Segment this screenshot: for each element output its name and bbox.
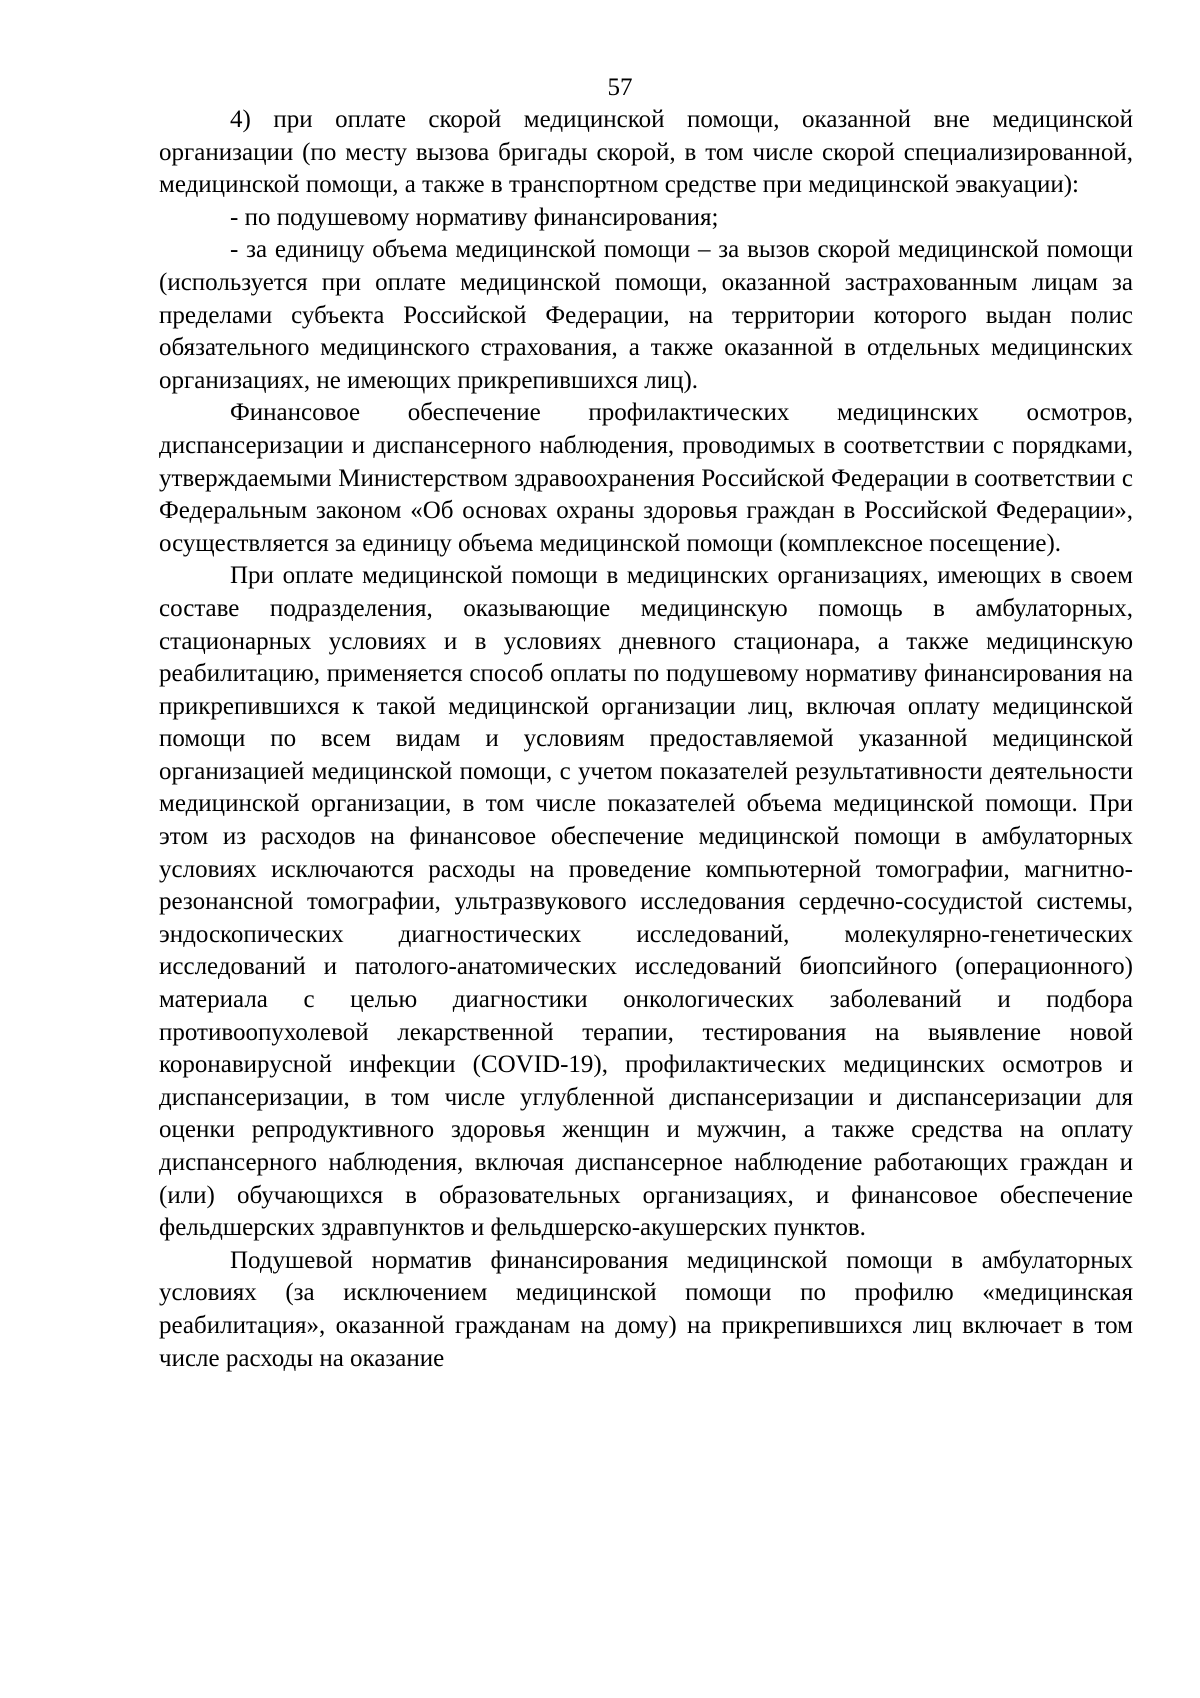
paragraph-per-capita-payment-method: При оплате медицинской помощи в медицинских организациях, имеющих в своем составе подразделения, оказывающие медицинскую помощь в амбулаторных, стационарных условиях и в условиях дневного стационара, а также медицинскую реабилитацию, применяется способ оплаты по подушевому нормативу финансирования на прикрепившихся к такой медицинской организации лиц, включая оплату медицинской помощи по всем видам и условиям предоставляемой указанной медицинской организацией медицинской помощи, с учетом показателей результативности деятельности медицинской организации, в том числе показателей объема медицинской помощи. При этом из расходов на финансовое обеспечение медицинской помощи в амбулаторных условиях исключаются расходы на проведение компьютерной томографии, магнитно-резонансной томографии, ультразвукового исследования сердечно-сосудистой системы, эндоскопических диагностических исследований, молекулярно-генетических исследований и патолого-анатомических исследований биопсийного (операционного) материала с целью диагностики онкологических заболеваний и подбора противоопухолевой лекарственной терапии, тестирования на выявление новой коронавирусной инфекции (COVID-19), профилактических медицинских осмотров и диспансеризации, в том числе углубленной диспансеризации и диспансеризации для оценки репродуктивного здоровья женщин и мужчин, а также средства на оплату диспансерного наблюдения, включая диспансерное наблюдение работающих граждан и (или) обучающихся в образовательных организациях, и финансовое обеспечение фельдшерских здравпунктов и фельдшерско-акушерских пунктов.: [159, 562, 1133, 1242]
paragraph-payment-emergency-care: 4) при оплате скорой медицинской помощи, оказанной вне медицинской организации (по месту вызова бригады скорой, в том числе скорой специализированной, медицинской помощи, а также в транспортном средстве при медицинской эвакуации):: [159, 106, 1133, 199]
paragraph-preventive-exams-funding: Финансовое обеспечение профилактических медицинских осмотров, диспансеризации и диспансерного наблюдения, проводимых в соответствии с порядками, утверждаемыми Министерством здравоохранения Российской Федерации в соответствии с Федеральным законом «Об основах охраны здоровья граждан в Российской Федерации», осуществляется за единицу объема медицинской помощи (комплексное посещение).: [159, 399, 1133, 557]
list-item-per-unit-volume: - за единицу объема медицинской помощи – за вызов скорой медицинской помощи (используется при оплате медицинской помощи, оказанной застрахованным лицам за пределами субъекта Российской Федерации, на территории которого выдан полис обязательного медицинского страхования, а также оказанной в отдельных медицинских организациях, не имеющих прикрепившихся лиц).: [159, 236, 1133, 394]
page-number: 57: [607, 74, 633, 101]
paragraph-per-capita-standard-outpatient: Подушевой норматив финансирования медицинской помощи в амбулаторных условиях (за исключением медицинской помощи по профилю «медицинская реабилитация», оказанной гражданам на дому) на прикрепившихся лиц включает в том числе расходы на оказание: [159, 1246, 1133, 1372]
list-item-per-capita-standard: - по подушевому нормативу финансирования;: [230, 203, 719, 231]
document-body: [159, 104, 1133, 1375]
